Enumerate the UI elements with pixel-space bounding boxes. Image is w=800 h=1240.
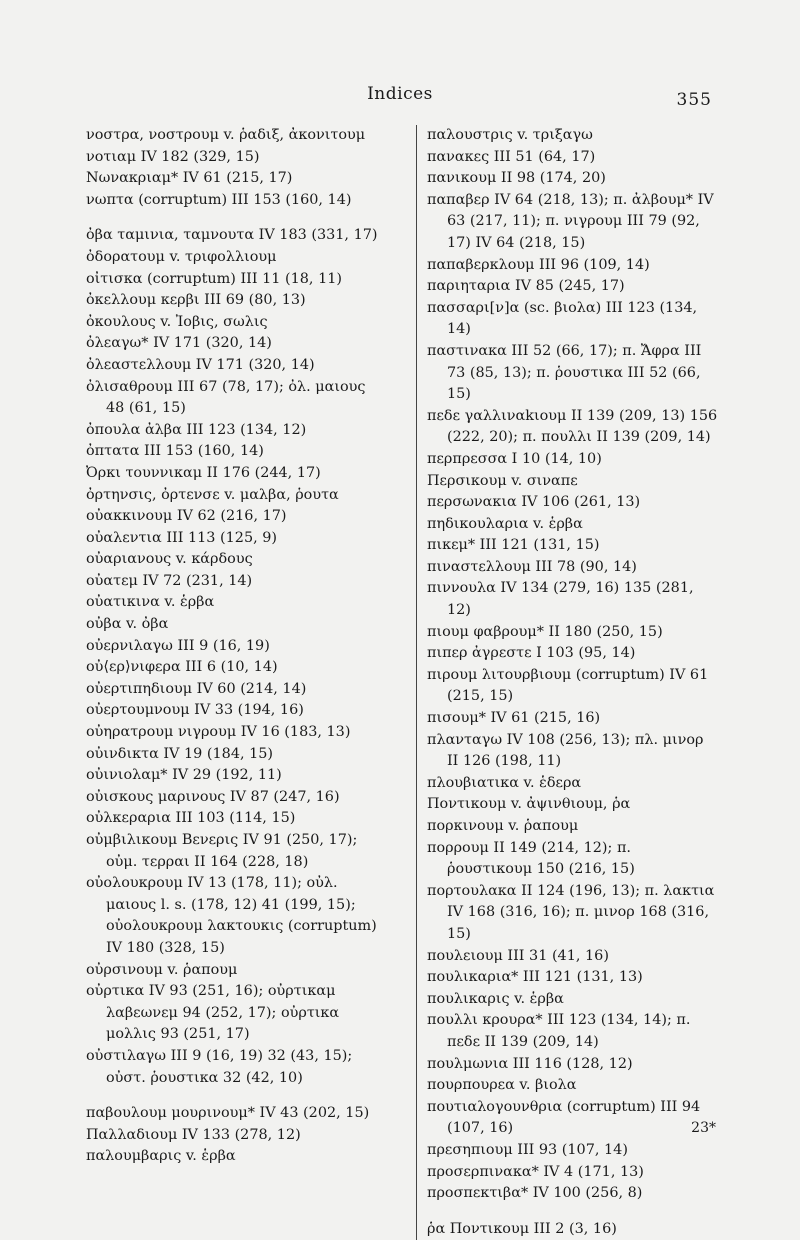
index-entry: οὐμβιλικουμ Βενερις IV 91 (250, 17); οὐμ. τερραι II 164 (228, 18) — [86, 832, 358, 870]
index-entry: παβουλουμ μουρινουμ* IV 43 (202, 15) — [86, 1105, 370, 1122]
index-entry: προσερπινακα* IV 4 (171, 13) — [427, 1163, 644, 1180]
index-entry: πλουβιατικα v. ἑδερα — [427, 774, 582, 791]
index-entry: οὐβα v. ὀβα — [86, 616, 169, 633]
index-entry: νοστρα, νοστρουμ v. ῥαδιξ, ἀκονιτουμ — [86, 127, 366, 143]
index-entry: οὐρσινουμ v. ῥαπουμ — [86, 961, 238, 978]
index-entry: πουτιαλογουνθρια (corruptum) III 94 (107, 16) — [427, 1098, 701, 1137]
index-entry: πηδικουλαρια v. ἑρβα — [427, 515, 583, 532]
index-entry: ὀρτηνσις, ὀρτενσε v. μαλβα, ῥουτα — [86, 486, 339, 503]
index-entry: πανακες III 51 (64, 17) — [427, 148, 596, 165]
index-entry: οὐλκεραρια III 103 (114, 15) — [86, 810, 296, 827]
running-title: Indices — [367, 84, 433, 104]
index-entry: οὐ⟨ερ⟩νιφερα III 6 (10, 14) — [86, 659, 278, 676]
index-entry: ὀκουλους v. Ἰοβις, σωλις — [86, 313, 268, 330]
index-entry: οὐισκους μαρινους IV 87 (247, 16) — [86, 788, 340, 805]
index-columns — [0, 125, 800, 1237]
index-entry: οὐατικινα v. ἑρβα — [86, 594, 215, 611]
index-entry: ῥα Ποντικουμ III 2 (3, 16) — [427, 1220, 617, 1237]
index-entry: πεδε γαλλιναkιουμ II 139 (209, 13) 156 (222, 20); π. πουλλι II 139 (209, 14) — [427, 407, 718, 446]
index-entry: οἰτισκα (corruptum) III 11 (18, 11) — [86, 270, 342, 287]
page-header — [0, 84, 800, 114]
index-entry: πιννουλα IV 134 (279, 16) 135 (281, 12) — [427, 580, 694, 619]
index-entry: ὀλεαγω* IV 171 (320, 14) — [86, 335, 272, 352]
index-entry: Παλλαδιουμ IV 133 (278, 12) — [86, 1126, 301, 1143]
index-entry: παπαβερκλουμ III 96 (109, 14) — [427, 256, 650, 273]
index-entry: παπαβερ IV 64 (218, 13); π. ἀλβουμ* IV 63 (217, 11); π. νιγρουμ III 79 (92, 17) IV 64 (218, 15) — [427, 191, 714, 251]
index-entry: οὐρτικα IV 93 (251, 16); οὐρτικαμ λαβεωνεμ 94 (252, 17); οὐρτικα μολλις 93 (251, 17) — [86, 983, 340, 1043]
index-entry: πουλικαρια* III 121 (131, 13) — [427, 969, 643, 986]
index-entry: οὐατεμ IV 72 (231, 14) — [86, 572, 253, 589]
index-entry: οὐηρατρουμ νιγρουμ IV 16 (183, 13) — [86, 724, 351, 741]
left-column — [86, 125, 383, 1168]
index-entry: νωπτα (corruptum) III 153 (160, 14) — [86, 191, 352, 208]
index-entry: περσωνακια IV 106 (261, 13) — [427, 494, 641, 511]
index-entry: πορρουμ II 149 (214, 12); π. ῥουστικουμ 150 (216, 15) — [427, 839, 635, 878]
index-entry: πιναστελλουμ III 78 (90, 14) — [427, 558, 637, 575]
index-entry: ὀπουλα ἀλβα III 123 (134, 12) — [86, 421, 307, 438]
index-entry: οὐστιλαγω III 9 (16, 19) 32 (43, 15); οὐστ. ῥουστικα 32 (42, 10) — [86, 1047, 353, 1086]
index-entry: πορτουλακα II 124 (196, 13); π. λακτια IV 168 (316, 16); π. μινορ 168 (316, 15) — [427, 882, 715, 942]
section-gap — [86, 211, 383, 225]
index-entry: παριηταρια IV 85 (245, 17) — [427, 278, 625, 295]
index-entry: οὐολουκρουμ IV 13 (178, 11); οὐλ. μαιους l. s. (178, 12) 41 (199, 15); οὐολουκρουμ λακτουκις (corruptum) IV 180 (328, 15) — [86, 875, 377, 956]
signature-mark: 23* — [691, 1120, 716, 1136]
index-entry: ὀδορατουμ v. τριφολλιουμ — [86, 248, 277, 265]
index-entry: οὐακκινουμ IV 62 (216, 17) — [86, 508, 287, 525]
index-entry: πουλλι κρουρα* III 123 (134, 14); π. πεδε II 139 (209, 14) — [427, 1012, 691, 1050]
index-entry: Ποντικουμ v. ἀψινθιουμ, ῥα — [427, 796, 631, 813]
index-entry: οὐερνιλαγω III 9 (16, 19) — [86, 637, 270, 654]
index-entry: πουλικαρις v. ἑρβα — [427, 990, 564, 1007]
index-entry: πουρπουρεα v. βιολα — [427, 1077, 577, 1094]
page-number: 355 — [676, 90, 712, 110]
index-entry: ὀβα ταμινια, ταμνουτα IV 183 (331, 17) — [86, 227, 378, 244]
index-entry: Ὀρκι τουννικαμ II 176 (244, 17) — [86, 464, 321, 481]
index-entry: περπρεσσα I 10 (14, 10) — [427, 450, 602, 467]
index-entry: Περσικουμ v. σιναπε — [427, 472, 578, 489]
index-entry: οὐερτιπηδιουμ IV 60 (214, 14) — [86, 680, 307, 697]
index-entry: ὀκελλουμ κερβι III 69 (80, 13) — [86, 292, 306, 309]
index-entry: ὀλεαστελλουμ IV 171 (320, 14) — [86, 356, 315, 373]
index-entry: πουλμωνια III 116 (128, 12) — [427, 1055, 633, 1072]
index-entry: πιουμ φαβρουμ* II 180 (250, 15) — [427, 623, 663, 640]
index-entry: οὐινδικτα IV 19 (184, 15) — [86, 745, 274, 762]
right-column — [416, 125, 719, 1240]
index-entry: ὀπτατα III 153 (160, 14) — [86, 443, 264, 460]
index-entry: παλουστρις v. τριξαγω — [427, 127, 593, 143]
index-entry: νοτιαμ IV 182 (329, 15) — [86, 148, 260, 165]
index-entry: πασσαρι[ν]α (sc. βιολα) III 123 (134, 14) — [427, 299, 698, 338]
index-entry: οὐινιολαμ* IV 29 (192, 11) — [86, 767, 282, 784]
index-entry: οὐαλεντια III 113 (125, 9) — [86, 529, 278, 546]
index-entry: Νωνακριαμ* IV 61 (215, 17) — [86, 170, 293, 187]
index-entry: ὀλισαθρουμ III 67 (78, 17); ὀλ. μαιους 48 (61, 15) — [86, 378, 366, 417]
index-entry: πλανταγω IV 108 (256, 13); πλ. μινορ II 126 (198, 11) — [427, 731, 704, 770]
index-entry: πισουμ* IV 61 (215, 16) — [427, 710, 601, 727]
index-entry: πιρουμ λιτουρβιουμ (corruptum) IV 61 (215, 15) — [427, 666, 709, 705]
index-entry: πουλειουμ III 31 (41, 16) — [427, 947, 609, 964]
index-entry: πρεσηπιουμ III 93 (107, 14) — [427, 1141, 628, 1158]
index-entry: πορκινουμ v. ῥαπουμ — [427, 818, 579, 834]
index-entry: παλουμβαρις v. ἑρβα — [86, 1148, 236, 1165]
index-entry: οὐαριανους v. κάρδους — [86, 551, 253, 568]
index-entry: προσπεκτιβα* IV 100 (256, 8) — [427, 1185, 643, 1202]
index-entry: παστινακα III 52 (66, 17); π. Ἄφρα III 73 (85, 13); π. ῥουστικα III 52 (66, 15) — [427, 342, 702, 403]
index-entry: πιπερ ἀγρεστε I 103 (95, 14) — [427, 645, 636, 662]
section-gap — [86, 1089, 383, 1103]
index-entry: πικεμ* III 121 (131, 15) — [427, 537, 600, 554]
index-entry: οὐερτουμνουμ IV 33 (194, 16) — [86, 702, 304, 719]
section-gap — [417, 1205, 719, 1219]
index-entry: πανικουμ II 98 (174, 20) — [427, 170, 606, 187]
